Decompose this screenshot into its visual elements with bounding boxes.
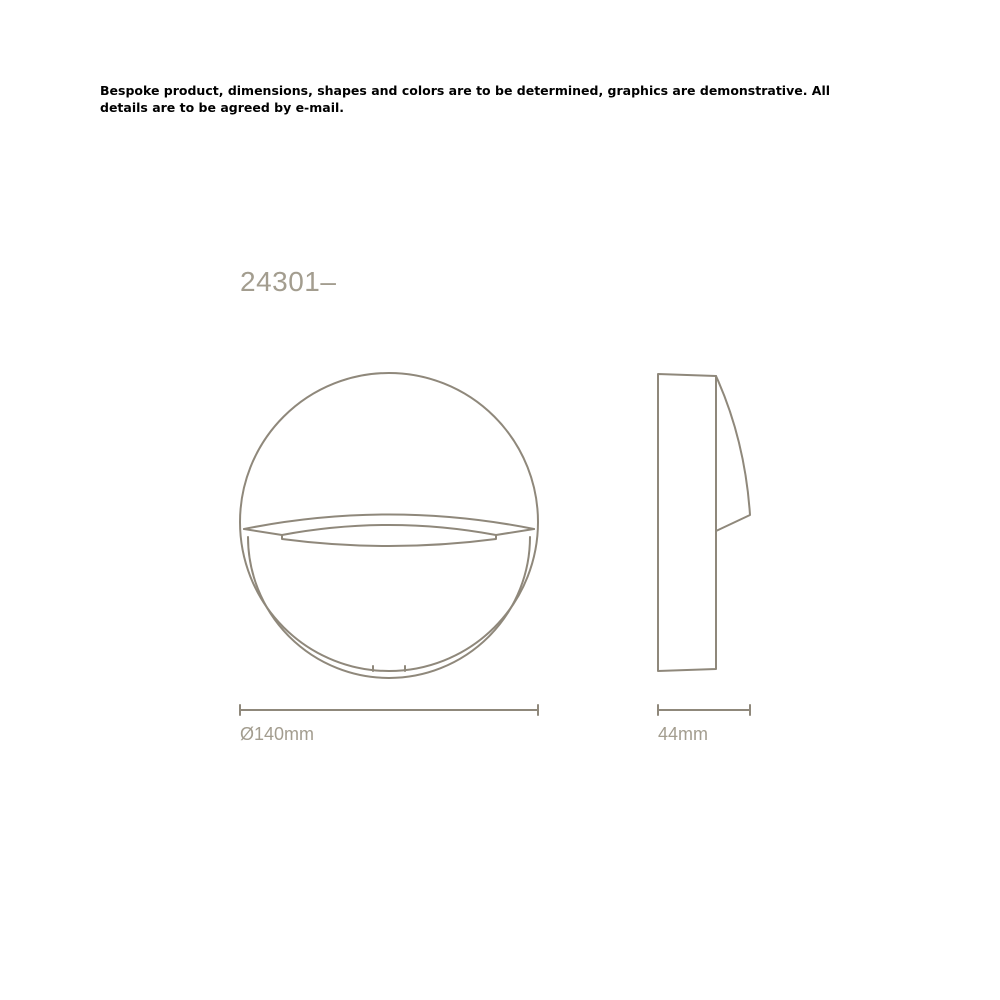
diameter-label: Ø140mm	[240, 724, 315, 744]
dimension-diameter-line	[240, 705, 538, 715]
depth-label: 44mm	[658, 724, 709, 744]
front-lens-inner-arc	[248, 537, 530, 678]
front-visor-bottom	[244, 525, 534, 535]
front-visor-top	[244, 515, 534, 530]
dimension-depth-line	[658, 705, 750, 715]
model-code: 24301–	[240, 266, 337, 297]
disclaimer-text: Bespoke product, dimensions, shapes and colors are to be determined, graphics are demonstrative. All details are to be agreed by e-mail.	[100, 83, 831, 115]
front-view	[240, 373, 538, 678]
front-visor-lower-edge	[282, 535, 496, 546]
side-visor-outline	[716, 376, 750, 531]
side-body-outline	[658, 374, 716, 671]
side-view	[658, 374, 750, 671]
